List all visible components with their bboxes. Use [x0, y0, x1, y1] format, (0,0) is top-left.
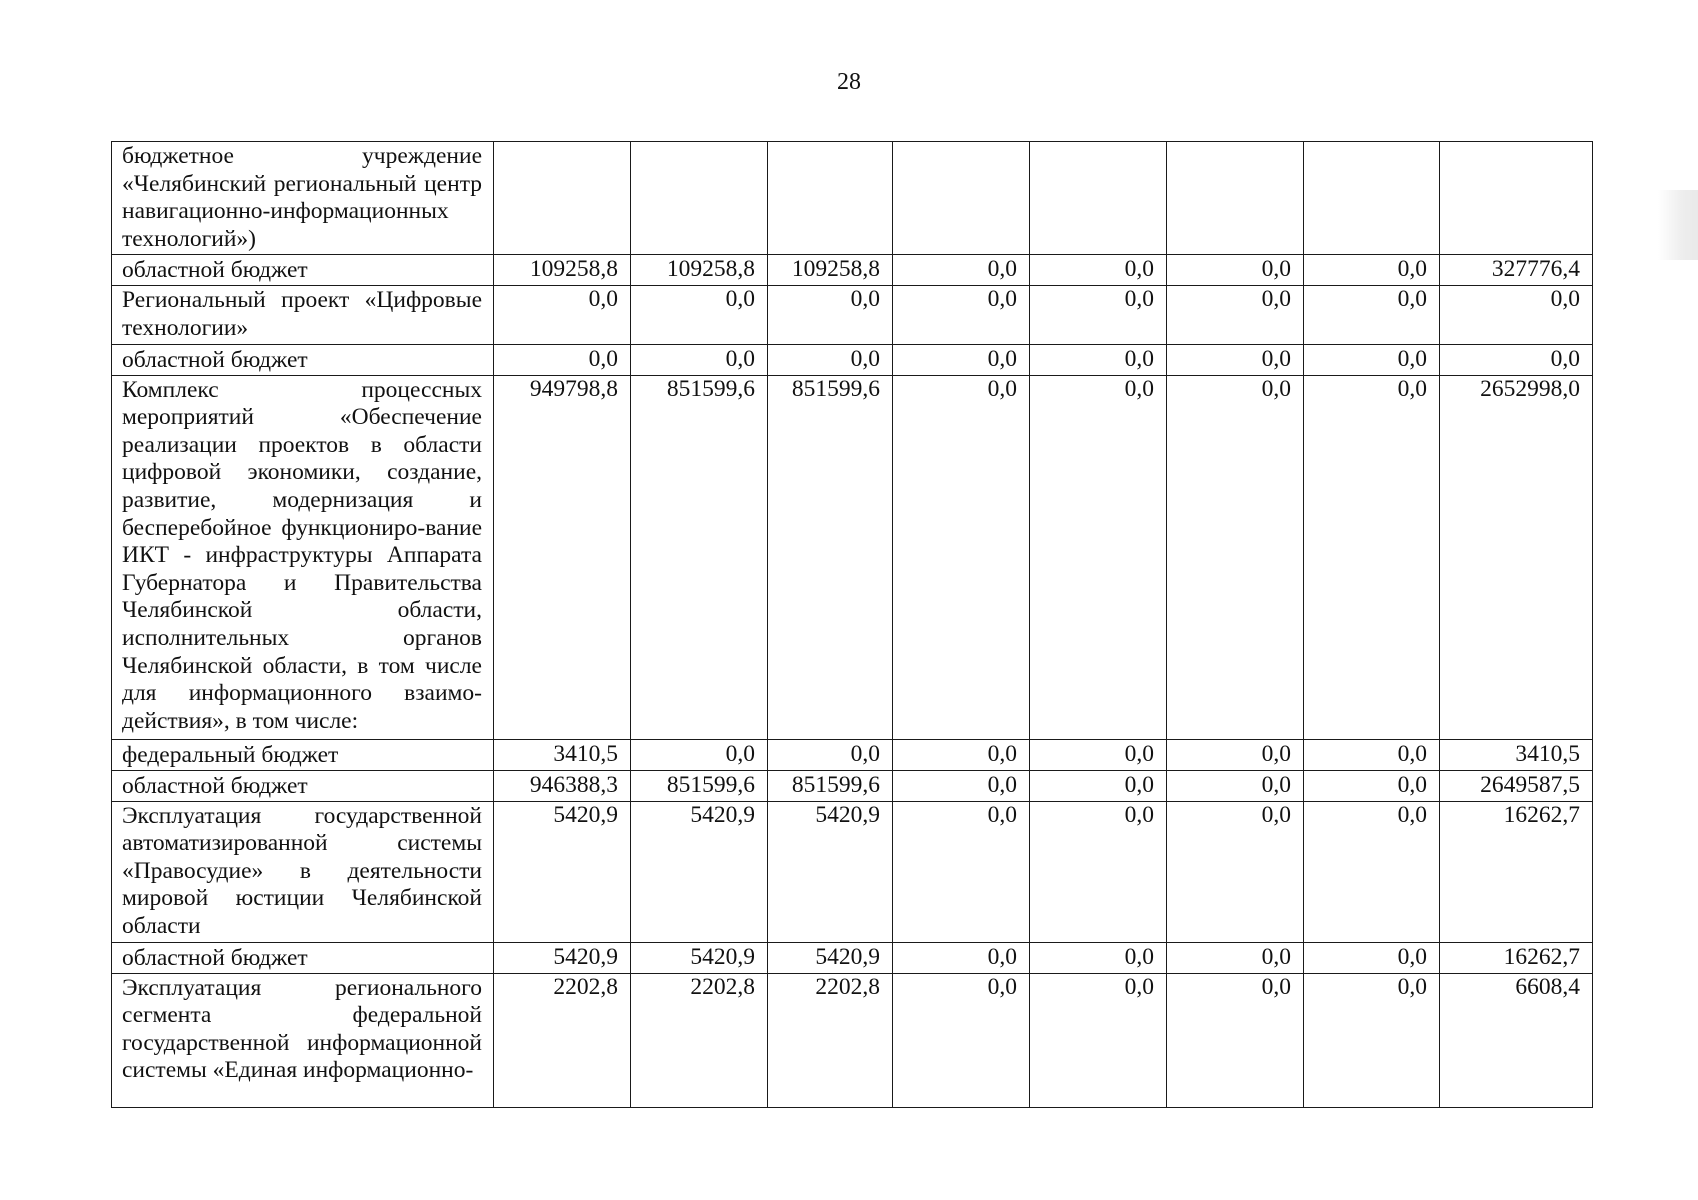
row-label: бюджетное учреждение «Челябинский региональный центр навигационно-информационных технологий»): [112, 142, 494, 255]
value-cell: 949798,8: [494, 375, 631, 739]
value-cell: 0,0: [494, 286, 631, 344]
total-cell: 327776,4: [1440, 255, 1593, 286]
value-cell: 851599,6: [631, 375, 768, 739]
total-cell: 16262,7: [1440, 801, 1593, 942]
value-cell: 0,0: [768, 739, 893, 770]
row-label: федеральный бюджет: [112, 739, 494, 770]
value-cell: [631, 142, 768, 255]
value-cell: 0,0: [1304, 973, 1440, 1107]
total-cell: 2649587,5: [1440, 770, 1593, 801]
value-cell: 0,0: [768, 286, 893, 344]
table-row: [112, 739, 1593, 770]
value-cell: 0,0: [1304, 801, 1440, 942]
value-cell: 5420,9: [768, 801, 893, 942]
value-cell: 0,0: [893, 375, 1030, 739]
value-cell: 109258,8: [768, 255, 893, 286]
value-cell: 0,0: [631, 739, 768, 770]
value-cell: 0,0: [1167, 344, 1304, 375]
value-cell: 0,0: [1030, 344, 1167, 375]
value-cell: 0,0: [1030, 255, 1167, 286]
value-cell: 0,0: [1167, 375, 1304, 739]
value-cell: 5420,9: [494, 942, 631, 973]
value-cell: 2202,8: [494, 973, 631, 1107]
row-label: областной бюджет: [112, 770, 494, 801]
value-cell: 0,0: [1030, 286, 1167, 344]
value-cell: 851599,6: [768, 770, 893, 801]
budget-table: [111, 141, 1593, 1108]
value-cell: 0,0: [893, 973, 1030, 1107]
table-row: [112, 344, 1593, 375]
table-row: [112, 255, 1593, 286]
value-cell: 0,0: [1304, 375, 1440, 739]
value-cell: 851599,6: [631, 770, 768, 801]
table-row: [112, 770, 1593, 801]
scan-edge-mark: [1658, 190, 1698, 260]
value-cell: 109258,8: [631, 255, 768, 286]
value-cell: 0,0: [1304, 344, 1440, 375]
table-row: [112, 801, 1593, 942]
total-cell: 0,0: [1440, 286, 1593, 344]
row-label: областной бюджет: [112, 344, 494, 375]
value-cell: 0,0: [1030, 375, 1167, 739]
value-cell: 0,0: [1304, 770, 1440, 801]
row-label: Комплекс процессных мероприятий «Обеспечение реализации проектов в области цифровой экономики, создание, развитие, модернизация и бесперебойное функциониро-вание ИКТ - инфраструктуры Аппарата Губернатора и Правительства Челябинской области, исполнительных органов Челябинской области, в том числе для информационного взаимо-действия», в том числе:: [112, 375, 494, 739]
value-cell: 0,0: [1167, 286, 1304, 344]
value-cell: 0,0: [1304, 255, 1440, 286]
value-cell: 0,0: [1030, 770, 1167, 801]
value-cell: 0,0: [768, 344, 893, 375]
value-cell: [1304, 142, 1440, 255]
value-cell: 3410,5: [494, 739, 631, 770]
total-cell: 0,0: [1440, 344, 1593, 375]
value-cell: 0,0: [1304, 286, 1440, 344]
total-cell: 16262,7: [1440, 942, 1593, 973]
value-cell: 0,0: [893, 942, 1030, 973]
value-cell: [494, 142, 631, 255]
value-cell: 0,0: [893, 286, 1030, 344]
value-cell: [1030, 142, 1167, 255]
total-cell: 3410,5: [1440, 739, 1593, 770]
value-cell: 946388,3: [494, 770, 631, 801]
value-cell: 0,0: [893, 770, 1030, 801]
total-cell: 6608,4: [1440, 973, 1593, 1107]
value-cell: 0,0: [1030, 973, 1167, 1107]
value-cell: 109258,8: [494, 255, 631, 286]
value-cell: 5420,9: [631, 942, 768, 973]
table-row: [112, 942, 1593, 973]
value-cell: 5420,9: [768, 942, 893, 973]
value-cell: 0,0: [1167, 739, 1304, 770]
value-cell: 0,0: [494, 344, 631, 375]
value-cell: 0,0: [893, 344, 1030, 375]
value-cell: [1167, 142, 1304, 255]
value-cell: 0,0: [1030, 942, 1167, 973]
value-cell: [768, 142, 893, 255]
value-cell: 0,0: [893, 255, 1030, 286]
value-cell: 5420,9: [631, 801, 768, 942]
value-cell: 0,0: [1167, 942, 1304, 973]
value-cell: 0,0: [1167, 973, 1304, 1107]
value-cell: 0,0: [1304, 739, 1440, 770]
table-row: [112, 973, 1593, 1107]
value-cell: 0,0: [1030, 739, 1167, 770]
value-cell: 5420,9: [494, 801, 631, 942]
row-label: областной бюджет: [112, 942, 494, 973]
value-cell: 0,0: [1167, 801, 1304, 942]
total-cell: [1440, 142, 1593, 255]
table-row: [112, 286, 1593, 344]
row-label: Региональный проект «Цифровые технологии»: [112, 286, 494, 344]
value-cell: 0,0: [631, 286, 768, 344]
row-label: областной бюджет: [112, 255, 494, 286]
value-cell: 0,0: [1030, 801, 1167, 942]
value-cell: 0,0: [893, 739, 1030, 770]
value-cell: 0,0: [1167, 770, 1304, 801]
value-cell: 851599,6: [768, 375, 893, 739]
value-cell: 0,0: [1167, 255, 1304, 286]
value-cell: 2202,8: [768, 973, 893, 1107]
page-number: 28: [837, 69, 861, 95]
total-cell: 2652998,0: [1440, 375, 1593, 739]
row-label: Эксплуатация государственной автоматизированной системы «Правосудие» в деятельности мировой юстиции Челябинской области: [112, 801, 494, 942]
value-cell: 0,0: [893, 801, 1030, 942]
value-cell: 0,0: [1304, 942, 1440, 973]
value-cell: [893, 142, 1030, 255]
table-row: [112, 142, 1593, 255]
value-cell: 0,0: [631, 344, 768, 375]
value-cell: 2202,8: [631, 973, 768, 1107]
table-row: [112, 375, 1593, 739]
row-label: Эксплуатация регионального сегмента федеральной государственной информационной системы «Единая информационно-: [112, 973, 494, 1107]
